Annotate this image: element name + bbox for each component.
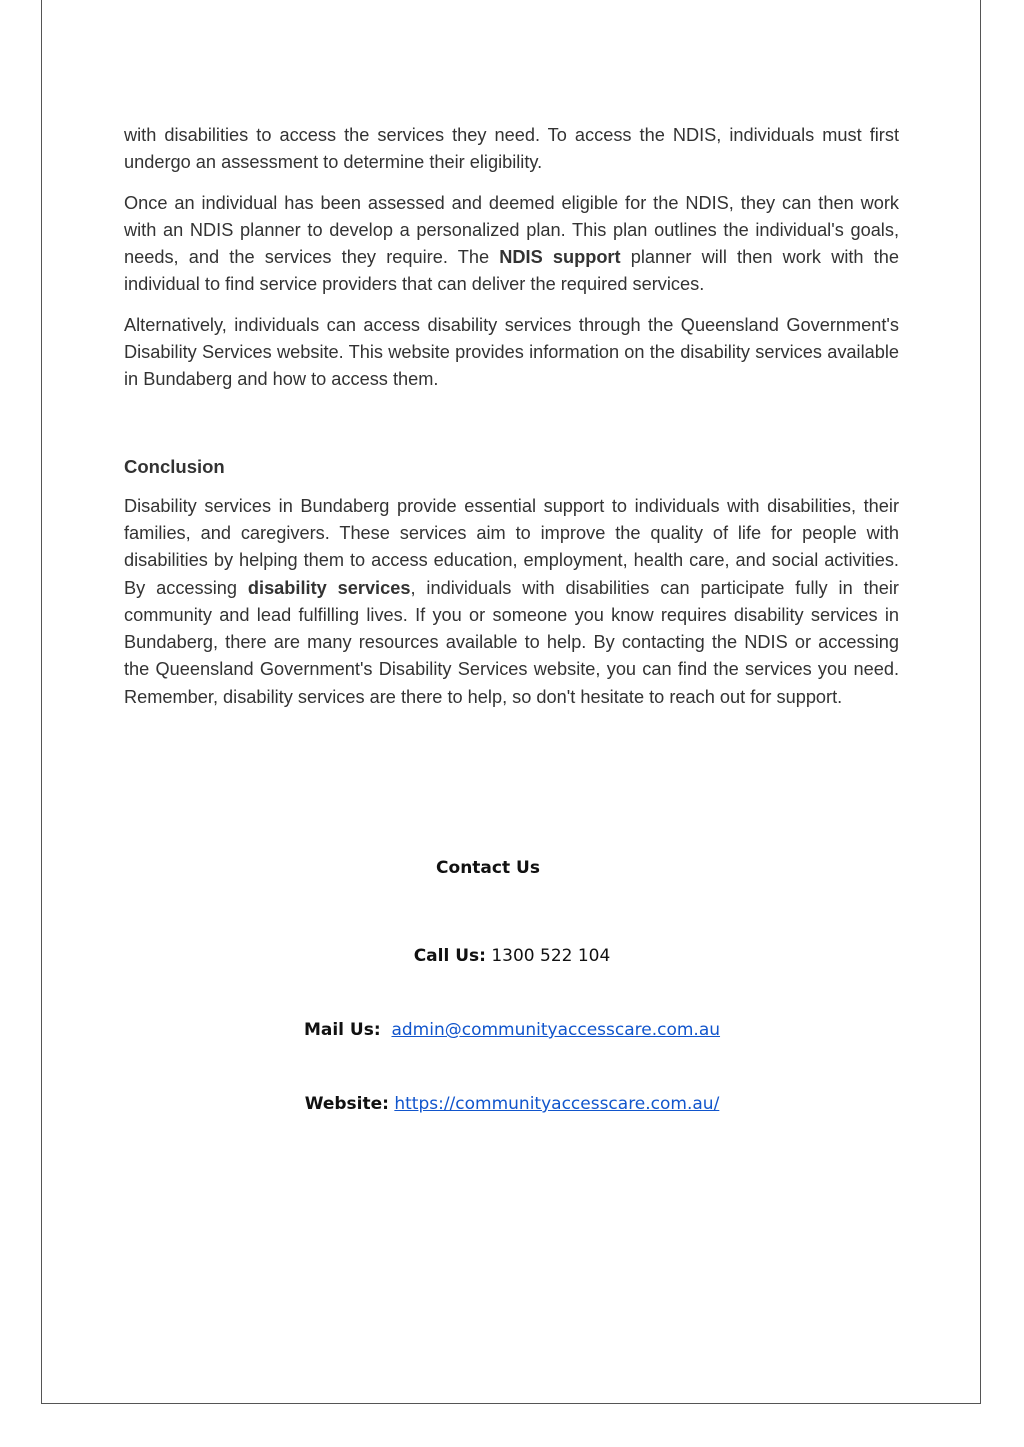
- conclusion-heading: Conclusion: [124, 455, 225, 477]
- phone-number: 1300 522 104: [491, 946, 611, 966]
- paragraph-conclusion: [124, 493, 899, 711]
- website-link[interactable]: https://communityaccesscare.com.au/: [394, 1094, 720, 1114]
- website-label: Website:: [304, 1094, 389, 1114]
- paragraph-text: Disability services in Bundaberg provide essential support to individuals with disabilities, their families, and caregivers. These services aim to improve the quality of life for people with disabilities by helping them to access education, employment, health care, and social activities. By accessing: [124, 495, 899, 598]
- paragraph-ndis-planner: [124, 190, 899, 299]
- paragraph-queensland-website: [124, 312, 899, 394]
- bold-ndis-support: NDIS support: [499, 247, 621, 268]
- call-us-row: [0, 946, 1024, 966]
- contact-us-title: Contact Us: [436, 858, 540, 878]
- paragraph-ndis-access: [124, 122, 899, 177]
- website-row: [0, 1094, 1024, 1114]
- mail-us-row: [0, 1020, 1024, 1040]
- paragraph-text: planner will then work with the individual to find service providers that can deliver the required services.: [124, 247, 899, 295]
- paragraph-text: Alternatively, individuals can access disability services through the Queensland Government's Disability Services website. This website provides information on the disability services available in Bundaberg and how to access them.: [124, 314, 899, 390]
- mail-us-label: Mail Us:: [303, 1020, 381, 1040]
- email-link[interactable]: admin@communityaccesscare.com.au: [391, 1020, 721, 1040]
- document-body: [124, 122, 899, 724]
- paragraph-text: Once an individual has been assessed and deemed eligible for the NDIS, they can then work with an NDIS planner to develop a personalized plan. This plan outlines the individual's goals, needs, and the services they require. The: [124, 192, 899, 268]
- bold-disability-services: disability services: [247, 577, 411, 598]
- paragraph-text: , individuals with disabilities can participate fully in their community and lead fulfilling lives. If you or someone you know requires disability services in Bundaberg, there are many resources available to help. By contacting the NDIS or accessing the Queensland Government's Disability Services website, you can find the services you need. Remember, disability services are there to help, so don't hesitate to reach out for support.: [124, 577, 899, 707]
- call-us-label: Call Us:: [413, 946, 486, 966]
- paragraph-text: with disabilities to access the services they need. To access the NDIS, individuals must first undergo an assessment to determine their eligibility.: [124, 125, 899, 173]
